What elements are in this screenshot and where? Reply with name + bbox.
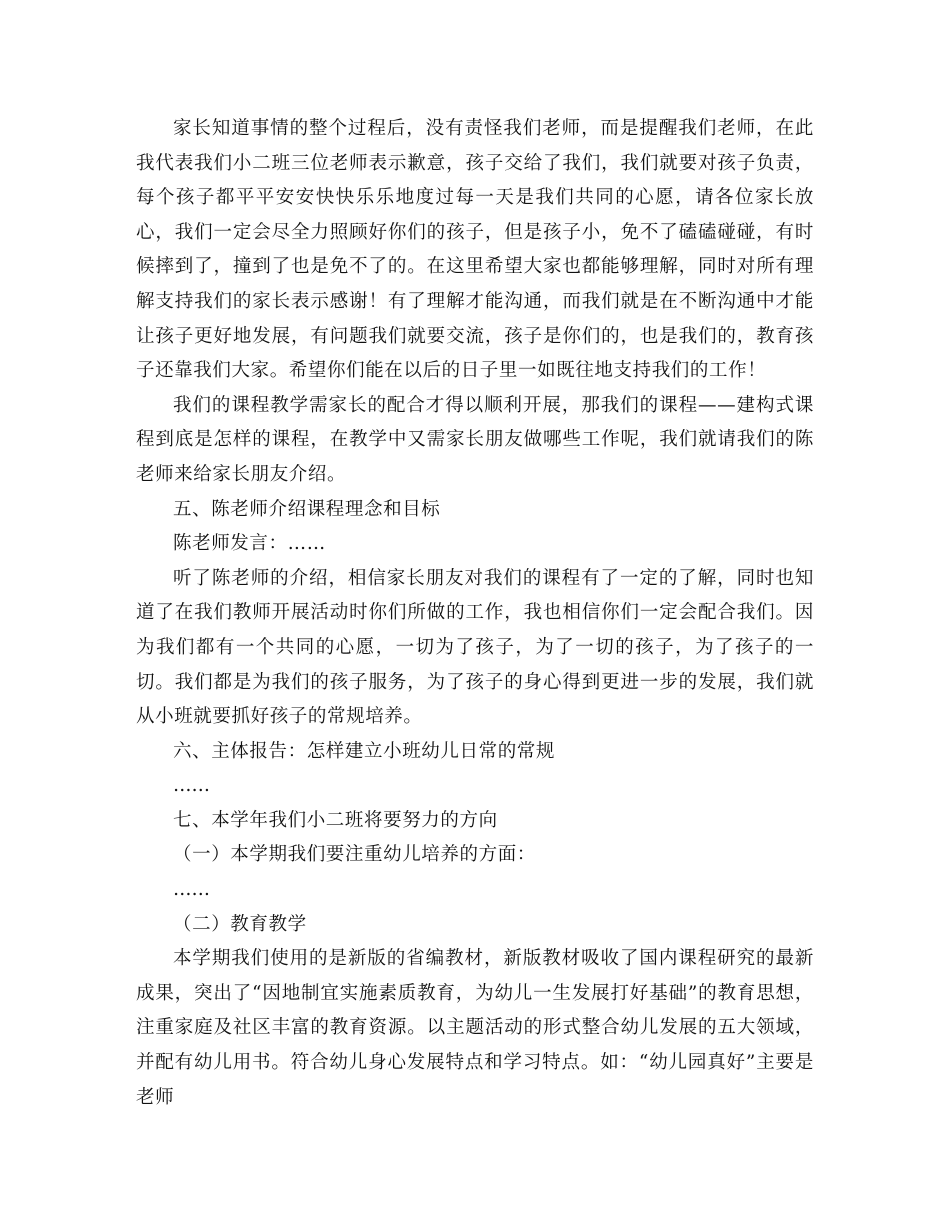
paragraph-textbook: 本学期我们使用的是新版的省编教材，新版教材吸收了国内课程研究的最新成果，突出了“因地制宜实施素质教育，为幼儿一生发展打好基础”的教育思想，注重家庭及社区丰富的教育资源。以主题活动的形式整合幼儿发展的五大领域，并配有幼儿用书。符合幼儿身心发展特点和学习特点。如：“幼儿园真好”主要是老师 <box>136 948 814 1108</box>
paragraph-curriculum-intro: 我们的课程教学需家长的配合才得以顺利开展，那我们的课程——建构式课程到底是怎样的课程，在教学中又需家长朋友做哪些工作呢，我们就请我们的陈老师来给家长朋友介绍。 <box>136 394 814 485</box>
ellipsis-line-1: …… <box>173 775 210 797</box>
section-heading-6: 六、主体报告：怎样建立小班幼儿日常的常规 <box>173 740 556 762</box>
subheading-1: （一）本学期我们要注重幼儿培养的方面： <box>173 844 536 866</box>
section-heading-7: 七、本学年我们小二班将要努力的方向 <box>173 809 498 831</box>
paragraph-routine-training: 听了陈老师的介绍，相信家长朋友对我们的课程有了一定的了解，同时也知道了在我们教师开展活动时你们所做的工作，我也相信你们一定会配合我们。因为我们都有一个共同的心愿，一切为了孩子，为了一切的孩子，为了孩子的一切。我们都是为我们的孩子服务，为了孩子的身心得到更进一步的发展，我们就从小班就要抓好孩子的常规培养。 <box>136 567 814 728</box>
paragraph-apology: 家长知道事情的整个过程后，没有责怪我们老师，而是提醒我们老师，在此我代表我们小二班三位老师表示歉意，孩子交给了我们，我们就要对孩子负责，每个孩子都平平安安快快乐乐地度过每一天是我们共同的心愿，请各位家长放心，我们一定会尽全力照顾好你们的孩子，但是孩子小，免不了磕磕碰碰，有时候摔到了，撞到了也是免不了的。在这里希望大家也都能够理解，同时对所有理解支持我们的家长表示感谢！有了理解才能沟通，而我们就是在不断沟通中才能让孩子更好地发展，有问题我们就要交流，孩子是你们的，也是我们的，教育孩子还靠我们大家。希望你们能在以后的日子里一如既往地支持我们的工作！ <box>136 118 814 382</box>
subheading-2: （二）教育教学 <box>173 913 307 935</box>
document-body <box>136 112 814 1115</box>
ellipsis-line-2: …… <box>173 879 210 901</box>
speaker-line: 陈老师发言：…… <box>173 533 326 555</box>
section-heading-5: 五、陈老师介绍课程理念和目标 <box>173 498 441 520</box>
